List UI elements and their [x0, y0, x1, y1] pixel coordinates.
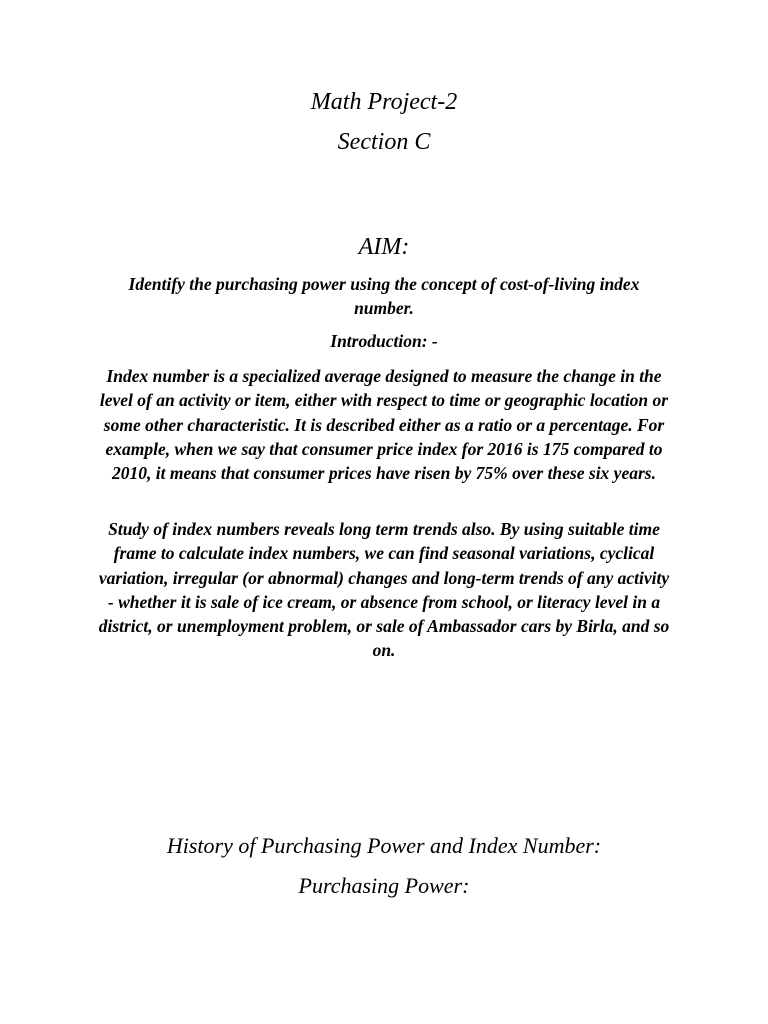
- purchasing-power-heading: Purchasing Power:: [298, 873, 470, 898]
- aim-heading: AIM:: [358, 234, 410, 260]
- title-line-2: Section C: [337, 129, 431, 155]
- introduction-heading: Introduction: -: [330, 331, 438, 351]
- study-paragraph: Study of index numbers reveals long term trends also. By using suitable time frame to calculate index numbers, we can find seasonal variations, cyclical variation, irregular (or abnormal) changes and long-term trends of any activity - whether it is sale of ice cream, or absence from school, or literacy level in a district, or unemployment problem, or sale of Ambassador cars by Birla, and so on.: [98, 519, 670, 661]
- aim-text: Identify the purchasing power using the concept of cost-of-living index number.: [128, 274, 640, 319]
- history-heading: History of Purchasing Power and Index Number:: [166, 833, 602, 858]
- introduction-paragraph: Index number is a specialized average designed to measure the change in the level of an activity or item, either with respect to time or geographic location or some other characteristic. It is described either as a ratio or a percentage. For example, when we say that consumer price index for 2016 is 175 compared to 2010, it means that consumer prices have risen by 75% over these six years.: [99, 366, 669, 484]
- title-line-1: Math Project-2: [310, 89, 458, 115]
